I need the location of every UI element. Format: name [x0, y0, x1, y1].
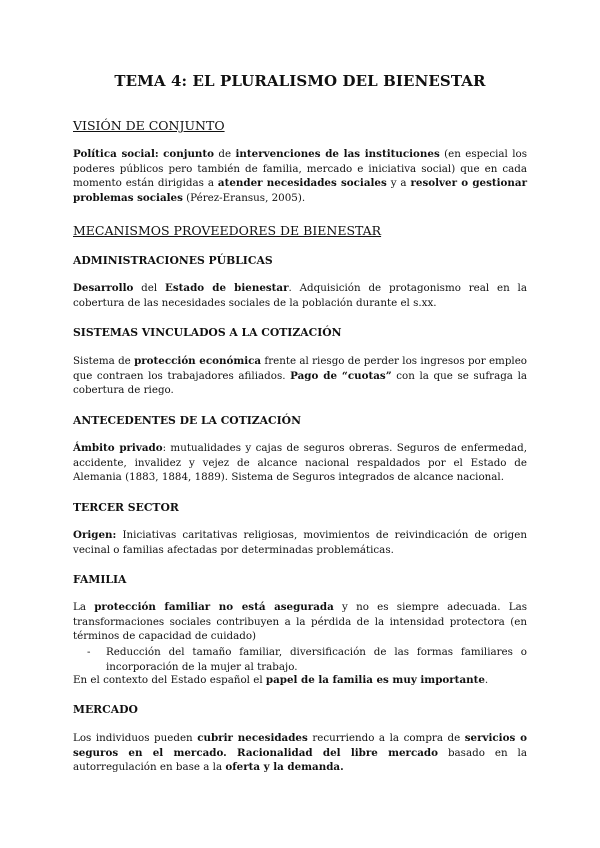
text-run: .	[484, 674, 489, 686]
bold-text-run: protección familiar no está asegurada	[94, 601, 334, 613]
text-run: basado en la autorregulación en base a la	[73, 746, 527, 774]
text-run: Los individuos pueden	[73, 732, 198, 744]
paragraph-familia-contexto	[73, 673, 527, 688]
text-run: del	[133, 282, 165, 294]
text-run: Sistema de	[73, 355, 135, 367]
text-run: Iniciativas caritativas religiosas, movimientos de reivindicación de origen vecinal o familias afectadas por determinadas problemáticas.	[73, 529, 527, 556]
bold-text-run: atender necesidades sociales	[217, 177, 387, 190]
text-run: (en especial los poderes públicos pero también de familia, mercado e iniciativa social) que en cada momento están dirigidas a	[73, 148, 527, 190]
section-heading-mecanismos: MECANISMOS PROVEEDORES DE BIENESTAR	[73, 223, 382, 238]
text-run: recurriendo a la compra de	[307, 732, 465, 744]
bold-text-run: oferta y la demanda.	[225, 761, 344, 774]
text-run: de	[214, 148, 236, 160]
text-run: (Pérez-Eransus, 2005).	[182, 191, 306, 204]
bold-text-run: Política social:	[73, 148, 159, 160]
bold-text-run: conjunto	[163, 148, 215, 160]
subheading-familia: FAMILIA	[73, 573, 127, 586]
paragraph-familia	[73, 600, 527, 644]
subheading-antecedentes: ANTECEDENTES DE LA COTIZACIÓN	[73, 414, 301, 427]
bold-text-run: protección económica	[134, 355, 262, 367]
bold-text-run: resolver o gestionar problemas sociales	[73, 177, 528, 204]
text-run: y a	[386, 177, 411, 190]
bold-text-run: Ámbito privado	[73, 442, 163, 454]
bold-text-run: cubrir necesidades	[197, 732, 308, 744]
bold-text-run: intervenciones de las instituciones	[235, 148, 440, 160]
bullet-dash: -	[87, 646, 91, 658]
list-item-text: Reducción del tamaño familiar, diversificación de las formas familiares o incorporación de la mujer al trabajo.	[106, 646, 527, 673]
text-run: con la que se sufraga la cobertura de riego.	[73, 369, 527, 397]
paragraph-sistemas	[73, 354, 527, 398]
bold-text-run: Desarrollo	[73, 282, 134, 294]
subheading-sistemas: SISTEMAS VINCULADOS A LA COTIZACIÓN	[73, 326, 342, 339]
text-run: frente al riesgo de perder los ingresos por empleo que contraen los trabajadores afiliados.	[73, 355, 528, 382]
paragraph-antecedentes	[73, 441, 527, 485]
bold-text-run: Estado de bienestar	[165, 282, 289, 294]
paragraph-tercer-sector	[73, 528, 527, 557]
list-item	[87, 645, 527, 674]
subheading-administraciones: ADMINISTRACIONES PÚBLICAS	[73, 254, 273, 267]
paragraph-administraciones	[73, 281, 527, 310]
page-title: TEMA 4: EL PLURALISMO DEL BIENESTAR	[114, 72, 486, 90]
text-run: y no es siempre adecuada. Las transformaciones sociales contribuyen a la pérdida de la intensidad protectora (en términos de capacidad de cuidado)	[73, 601, 527, 643]
section-heading-vision: VISIÓN DE CONJUNTO	[73, 118, 225, 133]
text-run: : mutualidades y cajas de seguros obreras. Seguros de enfermedad, accidente, invalidez y vejez de alcance nacional respaldados por el Estado de Alemania (1883, 1884, 1889). Sistema de Seguros integrados de alcance nacional.	[73, 442, 527, 484]
text-run: . Adquisición de protagonismo real en la cobertura de las necesidades sociales de la población durante el s.xx.	[73, 282, 527, 309]
bold-text-run: papel de la familia es muy importante	[265, 674, 485, 686]
bold-text-run: servicios o seguros en el mercado. Racionalidad del libre mercado	[73, 732, 527, 759]
text-run: La	[73, 601, 95, 613]
subheading-tercer-sector: TERCER SECTOR	[73, 501, 179, 514]
text-run: En el contexto del Estado español el	[73, 674, 266, 686]
paragraph-mercado	[73, 731, 527, 775]
bold-text-run: Origen:	[73, 529, 117, 541]
paragraph-politica-social	[73, 147, 527, 205]
bold-text-run: Pago de “cuotas”	[290, 369, 392, 382]
subheading-mercado: MERCADO	[73, 703, 138, 716]
